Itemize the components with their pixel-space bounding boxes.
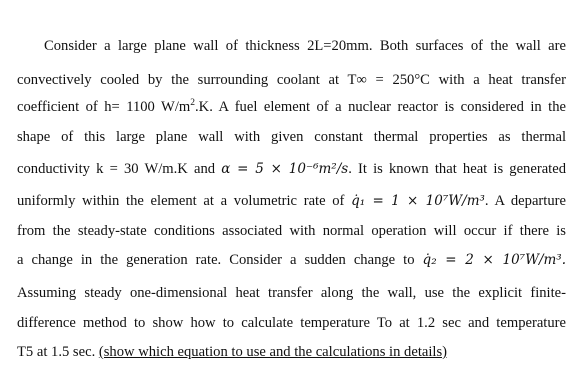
h-unit-exponent: 2 [190,98,195,109]
problem-line-10: difference method to show how to calculate temperature To at 1.2 sec and temperature [17,315,566,331]
t5-text: T5 at 1.5 sec. [17,344,96,360]
q2-equation: q̇₂ = 2 × 10⁷W/m³. [422,252,566,268]
problem-line-7: from the steady-state conditions associated with normal operation will occur if there is [17,223,566,239]
problem-line-6 [17,191,566,211]
problem-line-2: convectively cooled by the surrounding coolant at T∞ = 250°C with a heat transfer [17,72,566,88]
problem-line-11 [17,342,566,362]
details-instruction: (show which equation to use and the calculations in details) [98,344,448,360]
problem-line-9: Assuming steady one-dimensional heat transfer along the wall, use the explicit finite- [17,285,566,301]
h-value-text: coefficient of h= 1100 W/m [17,99,191,115]
departure-text: . A departure [484,193,566,209]
q1-equation: q̇₁ = 1 × 10⁷W/m³ [351,193,485,209]
problem-line-4: shape of this large plane wall with given constant thermal properties as thermal [17,129,566,145]
problem-line-1: Consider a large plane wall of thickness 2L=20mm. Both surfaces of the wall are [44,38,566,54]
problem-line-8 [17,250,566,270]
problem-line-3 [17,97,566,117]
volumetric-rate-text: uniformly within the element at a volumetric rate of [17,193,345,209]
problem-line-5 [17,159,566,179]
sudden-change-text: a change in the generation rate. Consider a sudden change to [17,252,415,268]
heat-generated-text: . It is known that heat is generated [348,161,567,177]
conductivity-text: conductivity k = 30 W/m.K and [17,161,216,177]
alpha-equation: α = 5 × 10⁻⁶m²/s [221,161,349,177]
fuel-element-text: .K. A fuel element of a nuclear reactor is considered in the [195,99,566,115]
